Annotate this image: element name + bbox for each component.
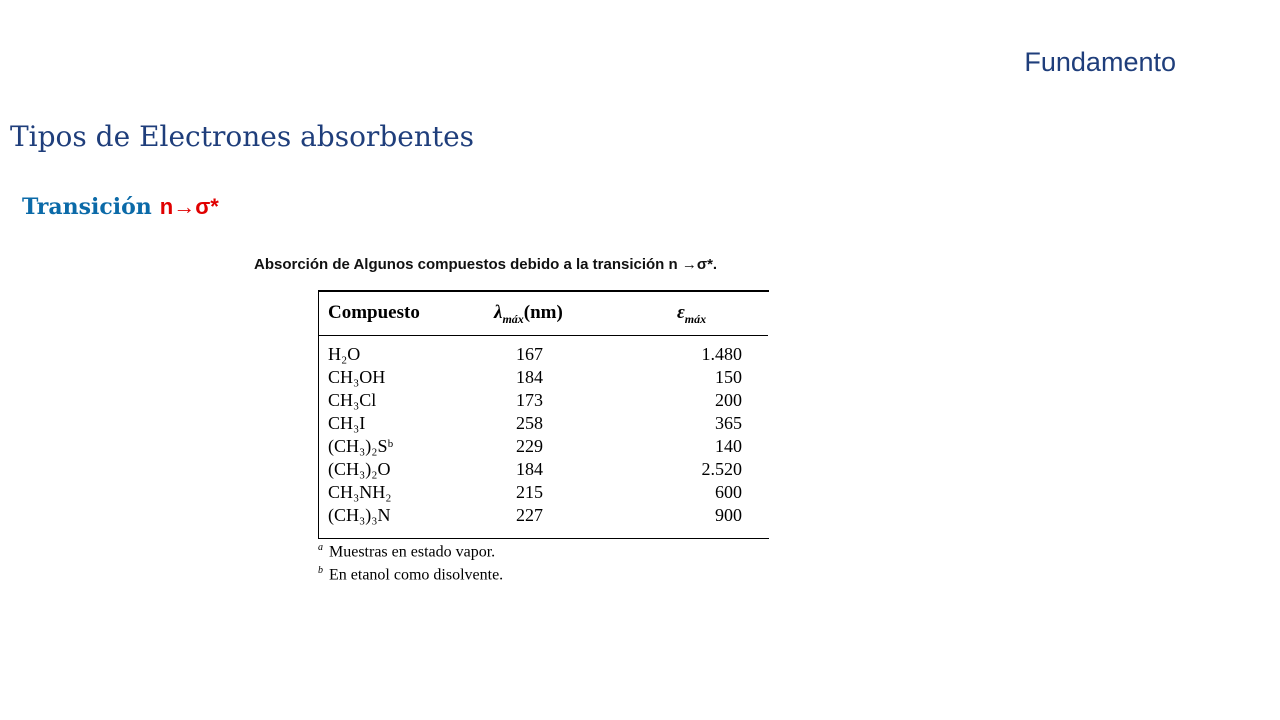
cell-compound: H₂O xyxy=(328,344,361,364)
cell-lambda: 229 xyxy=(516,436,543,456)
table-row xyxy=(318,367,768,390)
header-rule xyxy=(318,335,768,336)
table-row xyxy=(318,482,768,505)
table-row xyxy=(318,390,768,413)
cell-lambda: 227 xyxy=(516,505,543,525)
transition-symbol: n→σ* xyxy=(159,194,219,219)
section-header: Fundamento xyxy=(1024,47,1176,77)
cell-epsilon: 600 xyxy=(715,482,742,502)
cell-lambda: 258 xyxy=(516,413,543,433)
cell-epsilon: 2.520 xyxy=(701,459,742,479)
column-header-compound: Compuesto xyxy=(328,302,420,323)
footnote: $^b$ En etanol como disolvente. xyxy=(318,565,504,584)
column-header-lambda: $\lambda_{máx}(nm)$ xyxy=(494,302,563,326)
cell-lambda: 215 xyxy=(516,482,543,502)
table-caption: Absorción de Algunos compuestos debido a la transición n →σ*. xyxy=(254,256,718,273)
cell-compound: CH₃OH xyxy=(328,367,386,387)
table-row xyxy=(318,459,768,482)
cell-lambda: 184 xyxy=(516,459,543,479)
cell-epsilon: 1.480 xyxy=(701,344,742,364)
table-row xyxy=(318,344,768,367)
cell-compound: CH₃Cl xyxy=(328,390,377,410)
cell-compound: (CH₃)₃N xyxy=(328,505,391,525)
table-row xyxy=(318,505,768,528)
cell-epsilon: 150 xyxy=(715,367,742,387)
cell-epsilon: 900 xyxy=(715,505,742,525)
cell-compound: CH₃I xyxy=(328,413,366,433)
footnote: $^a$ Muestras en estado vapor. xyxy=(318,542,496,561)
cell-lambda: 167 xyxy=(516,344,543,364)
page-title: Tipos de Electrones absorbentes xyxy=(10,120,475,153)
cell-epsilon: 200 xyxy=(715,390,742,410)
cell-lambda: 173 xyxy=(516,390,543,410)
table-row xyxy=(318,413,768,436)
table-row xyxy=(318,436,768,459)
cell-lambda: 184 xyxy=(516,367,543,387)
column-header-epsilon: $\varepsilon_{máx}$ xyxy=(677,302,707,326)
cell-epsilon: 140 xyxy=(715,436,742,456)
cell-epsilon: 365 xyxy=(715,413,742,433)
subtitle-text: Transición xyxy=(22,194,152,220)
subtitle xyxy=(22,194,219,220)
cell-compound: CH₃NH₂ xyxy=(328,482,392,502)
cell-compound: (CH₃)₂O xyxy=(328,459,391,479)
cell-compound: (CH₃)₂Sᵇ xyxy=(328,436,394,456)
